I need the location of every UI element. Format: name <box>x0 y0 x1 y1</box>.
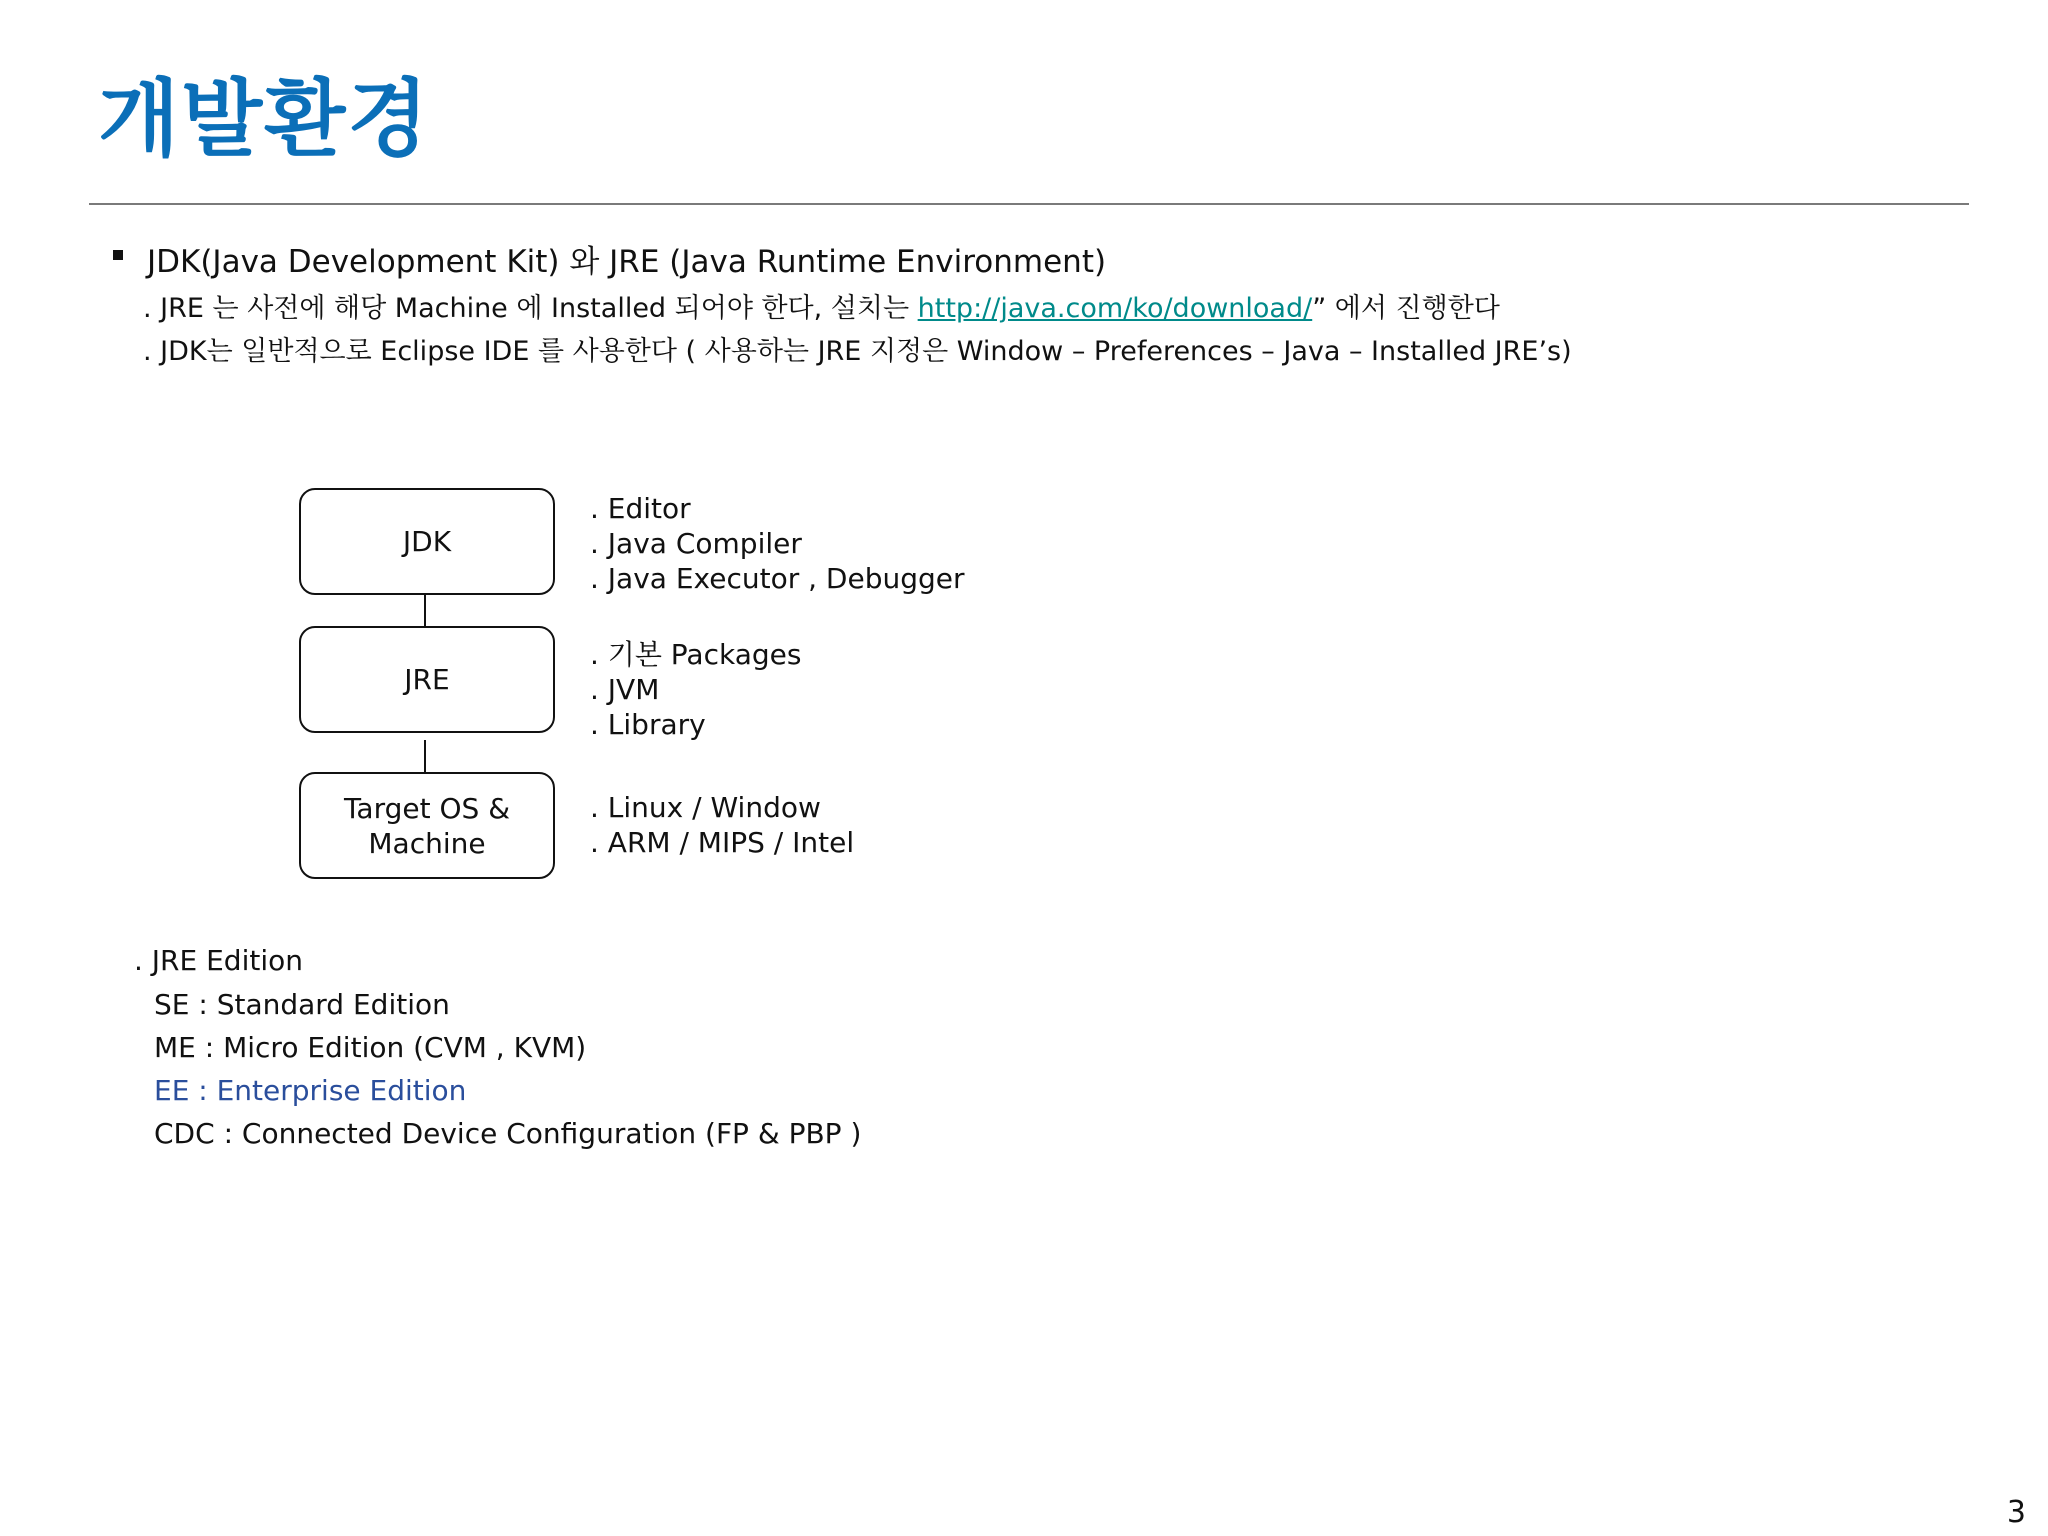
jre-desc-item: . Library <box>590 708 706 741</box>
edition-me: ME : Micro Edition (CVM , KVM) <box>154 1031 587 1064</box>
connector-jdk-jre <box>424 595 426 626</box>
edition-se: SE : Standard Edition <box>154 988 450 1021</box>
jdk-desc-item: . Java Executor , Debugger <box>590 562 965 595</box>
java-download-link[interactable]: http://java.com/ko/download/ <box>917 293 1313 324</box>
target-os-box-label-2: Machine <box>368 826 486 860</box>
editions-heading: . JRE Edition <box>134 944 303 977</box>
edition-ee: EE : Enterprise Edition <box>154 1074 467 1107</box>
intro-heading: JDK(Java Development Kit) 와 JRE (Java Runtime Environment) <box>147 244 1107 280</box>
jre-box <box>299 626 555 733</box>
intro-line-1 <box>143 286 1500 325</box>
jdk-desc-item: . Java Compiler <box>590 527 802 560</box>
target-os-box-label-1: Target OS & <box>343 791 511 825</box>
edition-cdc: CDC : Connected Device Configuration (FP & PBP ) <box>154 1117 862 1150</box>
os-desc-item: . Linux / Window <box>590 791 821 824</box>
bullet-square-icon <box>113 250 123 260</box>
jre-box-label: JRE <box>404 663 450 696</box>
slide-title: 개발환경 <box>98 70 431 168</box>
page-number: 3 <box>2006 1495 2026 1530</box>
intro-line-1-suffix: ” 에서 진행한다 <box>1312 293 1500 324</box>
jre-desc-item: . 기본 Packages <box>590 638 802 671</box>
target-os-box <box>299 772 555 879</box>
jre-desc-item: . JVM <box>590 673 660 706</box>
os-desc-item: . ARM / MIPS / Intel <box>590 826 855 859</box>
jdk-box-label: JDK <box>402 525 452 558</box>
jdk-box <box>299 488 555 595</box>
jre-description <box>590 637 801 742</box>
jdk-description <box>590 491 965 596</box>
intro-line-2: . JDK는 일반적으로 Eclipse IDE 를 사용한다 ( 사용하는 JRE 지정은 Window – Preferences – Java – Installed JRE’s) <box>143 336 1572 367</box>
intro-line-1-prefix: . JRE 는 사전에 해당 Machine 에 Installed 되어야 한다, 설치는 <box>143 293 918 324</box>
jdk-desc-item: . Editor <box>590 492 691 525</box>
target-os-description <box>590 790 854 860</box>
connector-jre-os <box>424 740 426 772</box>
title-divider <box>89 203 1969 205</box>
